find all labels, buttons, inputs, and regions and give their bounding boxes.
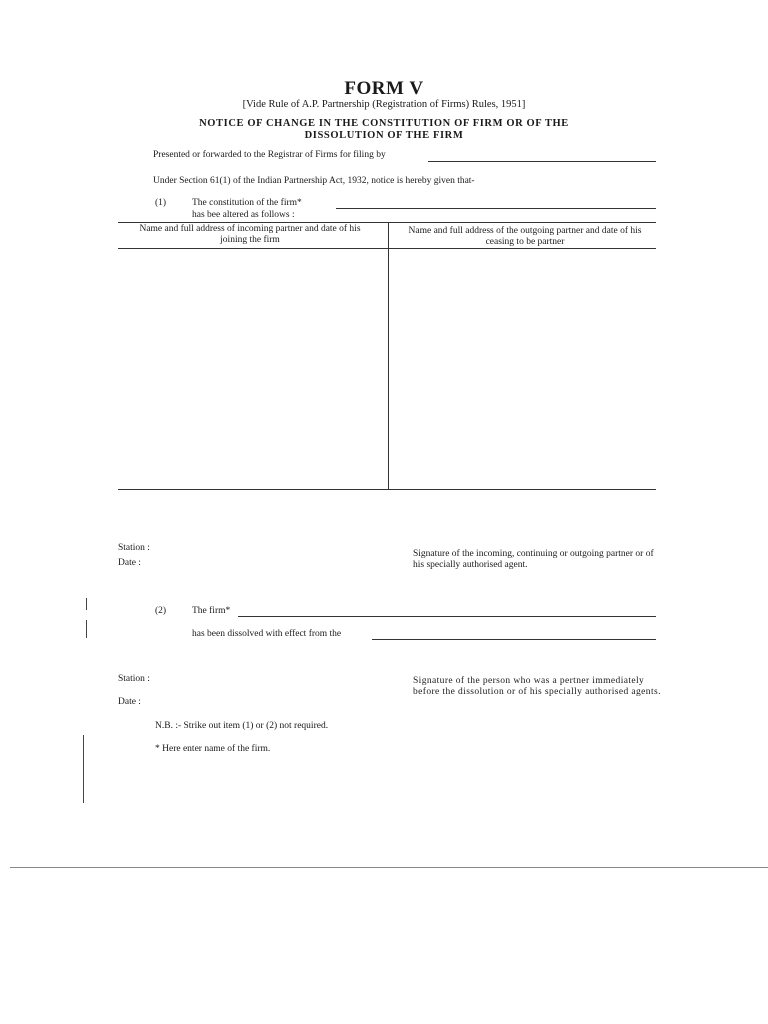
item2-firm: The firm* xyxy=(192,606,231,616)
table-header-outgoing: Name and full address of the outgoing partner and date of his ceasing to be partner xyxy=(408,226,642,247)
table-header-border xyxy=(118,248,656,249)
item2-station-label: Station : xyxy=(118,674,150,684)
heading-line-2: DISSOLUTION OF THE FIRM xyxy=(304,130,464,141)
presented-fill-line[interactable] xyxy=(428,161,656,162)
item2-date-label: Date : xyxy=(118,697,141,707)
scan-page-edge xyxy=(10,867,768,868)
item2-firm-fill-line[interactable] xyxy=(238,616,656,617)
table-top-border xyxy=(118,222,656,223)
nb-note: N.B. :- Strike out item (1) or (2) not required. xyxy=(155,721,329,731)
item2-signature-caption: Signature of the person who was a pertner immediately before the dissolution or of his specially authorised agents. xyxy=(413,676,661,697)
incoming-partner-cell[interactable] xyxy=(119,250,387,488)
form-heading xyxy=(0,118,768,142)
item2-date-fill-line[interactable] xyxy=(372,639,656,640)
table-header-incoming: Name and full address of incoming partner and date of his joining the firm xyxy=(139,224,361,245)
form-subtitle: [Vide Rule of A.P. Partnership (Registration of Firms) Rules, 1951] xyxy=(242,99,526,110)
item1-altered: has bee altered as follows : xyxy=(192,210,295,220)
item1-date-label: Date : xyxy=(118,558,141,568)
item1-signature-caption: Signature of the incoming, continuing or outgoing partner or of his specially authorised agent. xyxy=(413,549,654,570)
presented-text: Presented or forwarded to the Registrar of Firms for filing by xyxy=(153,150,386,160)
table-bottom-border xyxy=(118,489,656,490)
item1-number: (1) xyxy=(155,198,167,208)
outgoing-partner-cell[interactable] xyxy=(390,250,655,488)
scan-margin-mark xyxy=(83,735,84,803)
item1-station-label: Station : xyxy=(118,543,150,553)
footnote: * Here enter name of the firm. xyxy=(155,744,271,754)
item1-constitution: The constitution of the firm* xyxy=(192,198,302,208)
scan-margin-mark xyxy=(86,598,87,610)
under-section-text: Under Section 61(1) of the Indian Partnership Act, 1932, notice is hereby given that- xyxy=(153,176,475,186)
form-title: FORM V xyxy=(344,78,424,99)
item2-number: (2) xyxy=(155,606,167,616)
item1-firm-fill-line[interactable] xyxy=(336,208,656,209)
scan-margin-mark xyxy=(86,620,87,638)
table-column-divider xyxy=(388,222,389,490)
item2-dissolved: has been dissolved with effect from the xyxy=(192,629,342,639)
heading-line-1: NOTICE OF CHANGE IN THE CONSTITUTION OF FIRM OR OF THE xyxy=(199,118,569,129)
